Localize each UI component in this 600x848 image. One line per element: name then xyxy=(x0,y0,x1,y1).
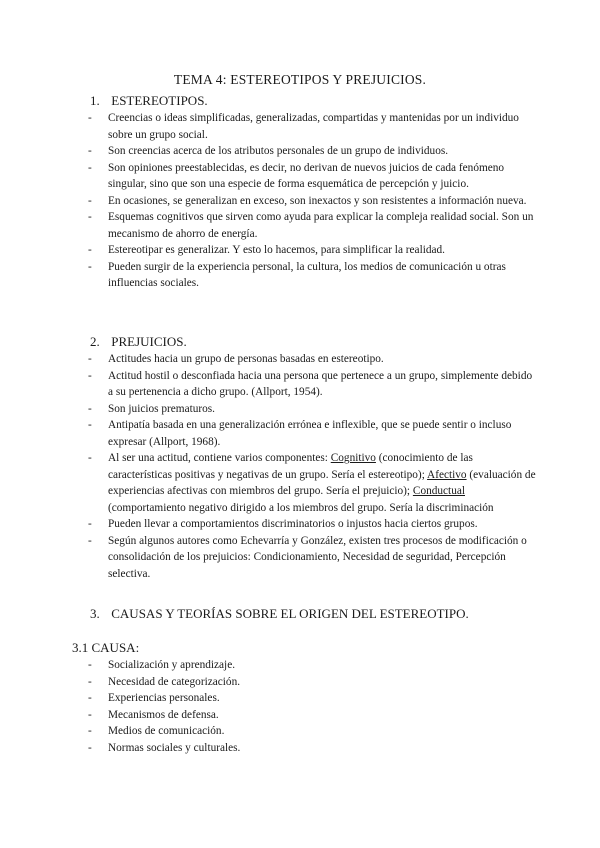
component-cognitivo: Cognitivo xyxy=(330,452,376,464)
list-item: - Son opiniones preestablecidas, es decir, no derivan de nuevos juicios de cada fenómeno singular, sino que son una especie de forma esquemática de percepción y juicio. xyxy=(88,160,538,193)
component-afectivo: Afectivo xyxy=(427,468,467,481)
list-item: - Estereotipar es generalizar. Y esto lo hacemos, para simplificar la realidad. xyxy=(88,242,538,259)
component-afectivo-text: (evaluación de experiencias afectivas con miembros del grupo. Sería el prejuicio); xyxy=(108,468,536,497)
list-item: - Medios de comunicación. xyxy=(88,723,538,740)
component-conductual: Conductual xyxy=(412,485,465,497)
list-item: - Actitudes hacia un grupo de personas basadas en estereotipo. xyxy=(88,351,538,368)
estereotipos-list xyxy=(88,110,538,292)
section-number: 2. xyxy=(90,334,100,349)
list-item: - Según algunos autores como Echevarría y González, existen tres procesos de modificación o consolidación de los prejuicios: Condicionamiento, Necesidad de seguridad, Percepción selectiva. xyxy=(88,533,538,583)
section-heading-prejuicios xyxy=(90,334,187,350)
list-item: - Mecanismos de defensa. xyxy=(88,707,538,724)
section-heading-causas xyxy=(90,606,469,622)
section-title: CAUSAS Y TEORÍAS SOBRE EL ORIGEN DEL ESTEREOTIPO. xyxy=(111,606,469,621)
list-item: - Esquemas cognitivos que sirven como ayuda para explicar la compleja realidad social. Son un mecanismo de ahorro de energía. xyxy=(88,209,538,242)
list-item: - Experiencias personales. xyxy=(88,690,538,707)
section-heading-estereotipos xyxy=(90,93,208,109)
causa-list xyxy=(88,657,538,756)
list-item: - Necesidad de categorización. xyxy=(88,674,538,691)
section-title: ESTEREOTIPOS. xyxy=(111,93,208,108)
list-item: - Pueden llevar a comportamientos discriminatorios o injustos hacia ciertos grupos. xyxy=(88,516,538,533)
components-intro: Al ser una actitud, contiene varios componentes: xyxy=(108,452,331,464)
section-title: PREJUICIOS. xyxy=(111,334,187,349)
list-item: - Son juicios prematuros. xyxy=(88,401,538,418)
list-item: - Normas sociales y culturales. xyxy=(88,740,538,757)
list-item: - Antipatía basada en una generalización errónea e inflexible, que se puede sentir o incluso expresar (Allport, 1968). xyxy=(88,417,538,450)
list-item-components xyxy=(88,450,538,516)
list-item: - Socialización y aprendizaje. xyxy=(88,657,538,674)
prejuicios-list xyxy=(88,351,538,582)
document-title: TEMA 4: ESTEREOTIPOS Y PREJUICIOS. xyxy=(173,72,427,87)
list-item: - Actitud hostil o desconfiada hacia una persona que pertenece a un grupo, simplemente debido a su pertenencia a dicho grupo. (Allport, 1954). xyxy=(88,368,538,401)
list-item: - Pueden surgir de la experiencia personal, la cultura, los medios de comunicación u otras influencias sociales. xyxy=(88,259,538,292)
section-number: 3. xyxy=(90,606,100,621)
component-conductual-text: (comportamiento negativo dirigido a los miembros del grupo. Sería la discriminación xyxy=(108,501,494,514)
section-number: 1. xyxy=(90,93,100,108)
component-cognitivo-text: (conocimiento de las características positivas y negativas de un grupo. Sería el estereotipo); xyxy=(108,452,473,481)
list-item: - Creencias o ideas simplificadas, generalizadas, compartidas y mantenidas por un individuo sobre un grupo social. xyxy=(88,110,538,143)
list-item: - En ocasiones, se generalizan en exceso, son inexactos y son resistentes a información nueva. xyxy=(88,193,538,210)
list-item: - Son creencias acerca de los atributos personales de un grupo de individuos. xyxy=(88,143,538,160)
subsection-heading-causa: 3.1 CAUSA: xyxy=(72,640,140,655)
